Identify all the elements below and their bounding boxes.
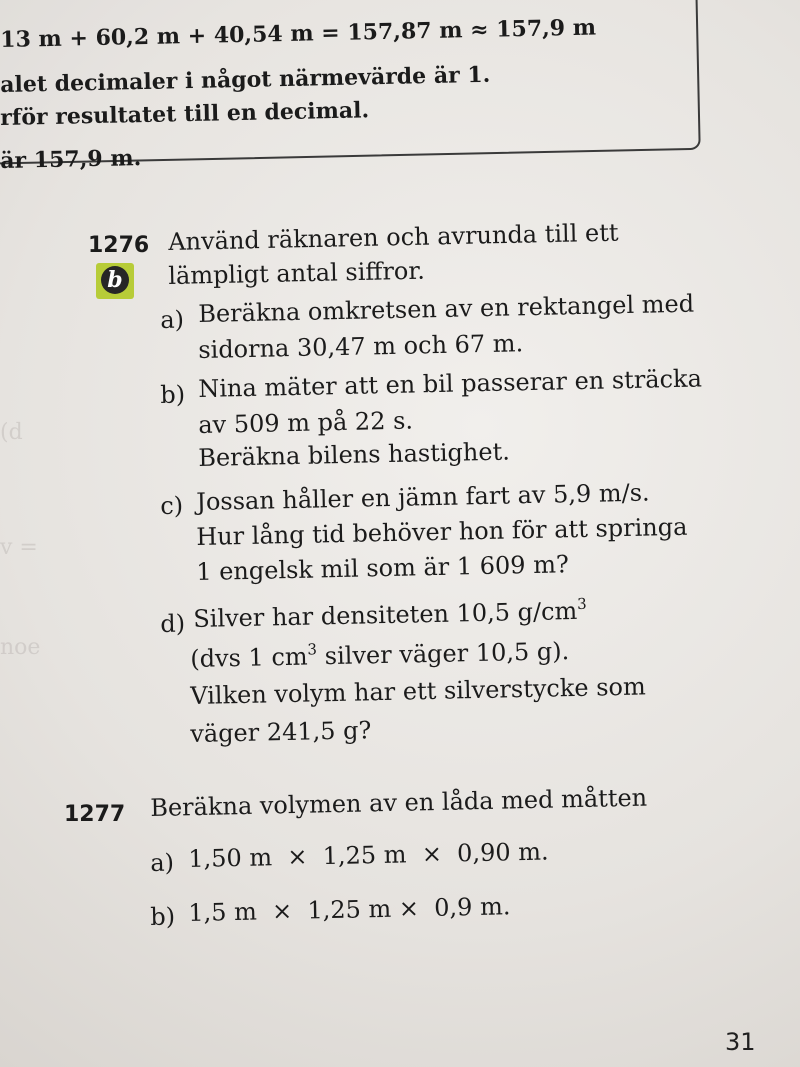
item-a-label: a)	[160, 305, 185, 334]
item-d-line-2-prefix: (dvs 1 cm	[190, 642, 308, 673]
problem-1276-intro-line-1: Använd räknaren och avrunda till ett	[168, 218, 619, 256]
problem-1277-item-a-label: a)	[150, 848, 175, 877]
example-line-1: 13 m + 60,2 m + 40,54 m = 157,87 m ≈ 157,9 m	[0, 14, 597, 53]
superscript-3: 3	[576, 594, 587, 613]
item-d-line-2	[190, 637, 570, 673]
page-number: 31	[725, 1028, 756, 1056]
item-d-line-3: Vilken volym har ett silverstycke som	[190, 672, 646, 710]
level-b-badge	[96, 263, 134, 299]
problem-1277-item-b-text: 1,5 m × 1,25 m × 0,9 m.	[188, 892, 511, 927]
show-through-text: v =	[0, 535, 38, 560]
item-a-line-1: Beräkna omkretsen av en rektangel med	[198, 289, 695, 328]
item-c-label: c)	[160, 491, 184, 520]
example-line-4: är 157,9 m.	[0, 145, 142, 174]
item-d-line-2-suffix: silver väger 10,5 g).	[316, 637, 570, 671]
item-c-line-2: Hur lång tid behöver hon för att springa	[196, 512, 688, 551]
item-b-line-2: av 509 m på 22 s.	[198, 406, 414, 439]
item-c-line-1: Jossan håller en jämn fart av 5,9 m/s.	[196, 478, 650, 516]
show-through-text: (d	[0, 420, 23, 445]
superscript-3: 3	[307, 640, 318, 659]
problem-1276-intro-line-2: lämpligt antal siffror.	[168, 256, 426, 290]
item-d-line-4: väger 241,5 g?	[190, 716, 372, 748]
problem-number-1276: 1276	[88, 233, 150, 258]
problem-number-1277: 1277	[64, 802, 126, 827]
example-line-2: alet decimaler i något närmevärde är 1.	[0, 61, 491, 98]
item-d-label: d)	[160, 609, 186, 638]
item-b-line-1: Nina mäter att en bil passerar en sträcka	[198, 364, 703, 403]
show-through-text: noe	[0, 635, 41, 660]
item-b-label: b)	[160, 380, 186, 409]
problem-1277-item-a-text: 1,50 m × 1,25 m × 0,90 m.	[188, 837, 549, 873]
problem-1277-intro: Beräkna volymen av en låda med måtten	[150, 783, 648, 822]
item-d-line-1	[193, 594, 587, 633]
item-b-line-3: Beräkna bilens hastighet.	[198, 437, 511, 472]
item-d-line-1-text: Silver har densiteten 10,5 g/cm	[193, 596, 578, 633]
item-a-line-2: sidorna 30,47 m och 67 m.	[198, 329, 524, 364]
example-line-3: rför resultatet till en decimal.	[0, 97, 370, 131]
level-b-icon: b	[101, 266, 129, 294]
item-c-line-3: 1 engelsk mil som är 1 609 m?	[196, 550, 570, 586]
problem-1277-item-b-label: b)	[150, 902, 176, 931]
